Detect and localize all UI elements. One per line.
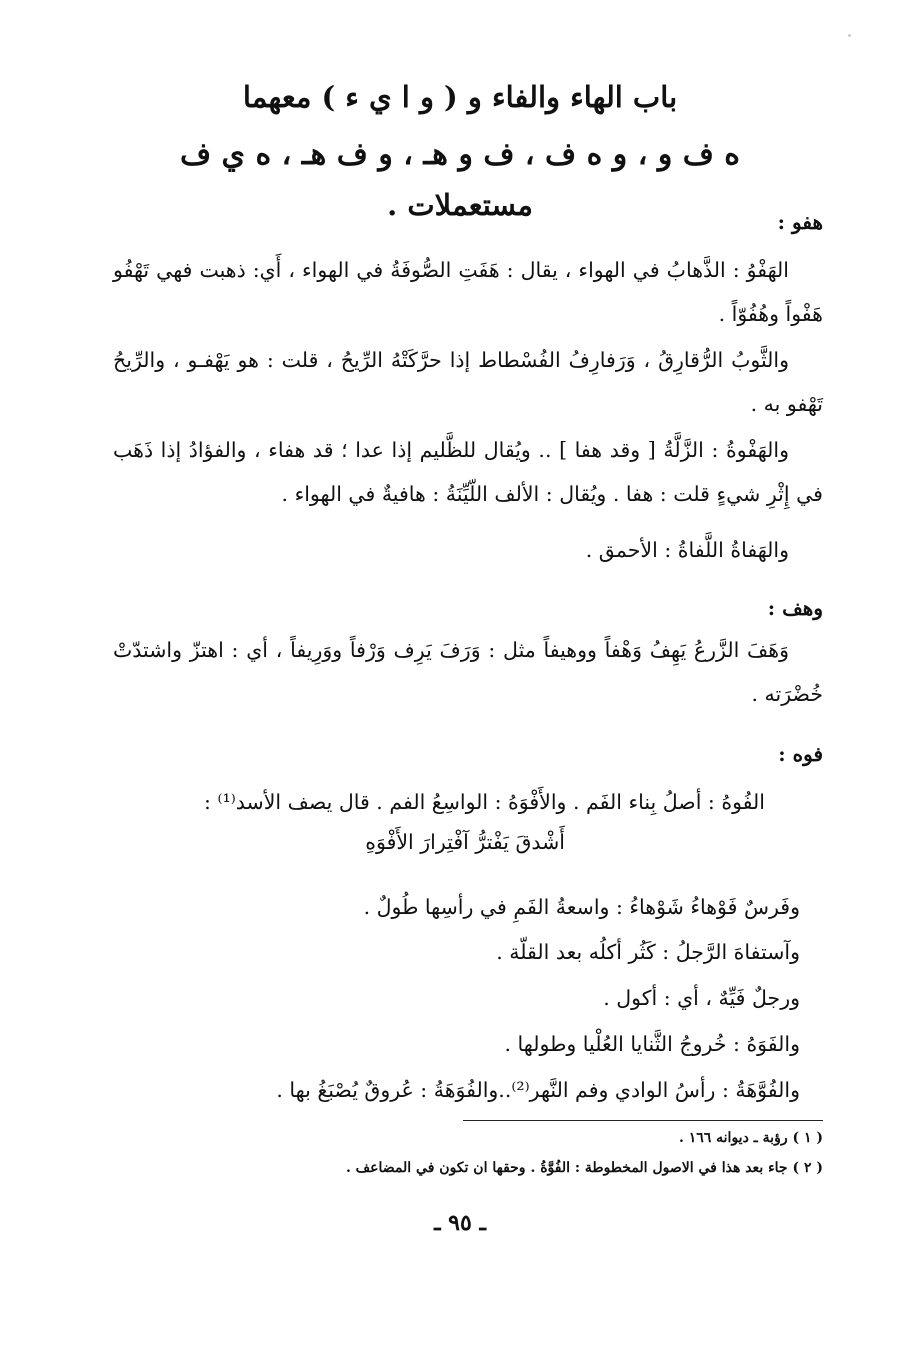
entry-label-hfw: هفو : [777, 210, 823, 234]
page-number: ـ ٩٥ ـ [434, 1210, 486, 1236]
chapter-title-line-2: ه ف و ، و ه ف ، ف و هـ ، و ف هـ ، ه ي ف [179, 137, 741, 172]
scan-speck [848, 34, 851, 37]
entry-label-fwh: فوه : [778, 742, 823, 766]
entry-hfw-paragraph-4: والهَفاةُ اللَّفاةُ : الأحمق . [585, 538, 789, 562]
footnote-1: ( ١ ) رؤبة ـ ديوانه ١٦٦ . [678, 1130, 823, 1146]
footnote-divider [463, 1120, 823, 1121]
chapter-title-line-1: باب الهاء والفاء و ( و ا ي ء ) معهما [242, 80, 678, 114]
entry-fwh-line-3: وآستفاهَ الرَّجلُ : كَثُر أكلُه بعد القلّة . [496, 940, 800, 964]
entry-hfw-paragraph-3: والهَفْوةُ : الزَّلَّةُ [ وقد هفا ] .. ويُقال للظَّليم إذا عدا ؛ قد هفاء ، والفؤادُ إذا ذَهَب في إِثْرِ شيءٍ قلت : هفا . ويُقال : الألف اللّيِّنَةُ : هافيةٌ في الهواء . [113, 438, 823, 506]
entry-fwh-line-6: والفُوَّهَةُ : رأسُ الوادي وفم النَّهر⁽²⁾..والفُوَهَةُ : عُروقٌ يُصْبَغُ بها . [276, 1078, 800, 1102]
entry-whf-paragraph-1: وَهَفَ الزَّرعُ يَهِفُ وَهْفاً ووهيفاً مثل : وَرَفَ يَرِف وَرْفاً ووَرِيفاً ، أي : اهتزّ واشتدّتْ خُضْرَته . [113, 638, 823, 706]
entry-label-whf: وهف : [767, 596, 823, 620]
poetry-verse: أَشْدقَ يَفْترُّ آفْتِرارَ الأَفْوَهِ [365, 830, 565, 854]
entry-fwh-line-5: والفَوَهُ : خُروجُ الثَّنايا العُلْيا وطولها . [504, 1032, 800, 1056]
entry-hfw-paragraph-2: والثَّوبُ الرُّقارِقُ ، وَرَفارِفُ الفُسْطاط إذا حرَّكَتْهُ الرِّيحُ ، قلت : هو يَهْفـو ، والرِّيحُ تَهْفو به . [113, 348, 823, 416]
entry-fwh-line-1: الفُوهُ : أصلُ بِناء الفَم . والأَفْوَهُ : الواسِعُ الفم . قال يصف الأسد⁽¹⁾ : [204, 790, 765, 814]
entry-fwh-line-2: وفَرسٌ فَوْهاءُ شَوْهاءُ : واسعةُ الفَمِ في رأسِها طُولٌ . [363, 895, 800, 919]
footnote-2: ( ٢ ) جاء بعد هذا في الاصول المخطوطة : الفُوَّةُ . وحقها ان تكون في المضاعف . [345, 1160, 823, 1176]
chapter-title-line-3: مستعملات . [387, 188, 533, 222]
entry-fwh-line-4: ورجلٌ فَيِّهٌ ، أي : أكول . [603, 986, 800, 1010]
entry-hfw-paragraph-1: الهَفْوُ : الذَّهابُ في الهواء ، يقال : هَفَتِ الصُّوفَةُ في الهواء ، أَي: ذهبت فهي تَهْفُو هَفْواً وهُفُوّاً . [113, 258, 823, 326]
